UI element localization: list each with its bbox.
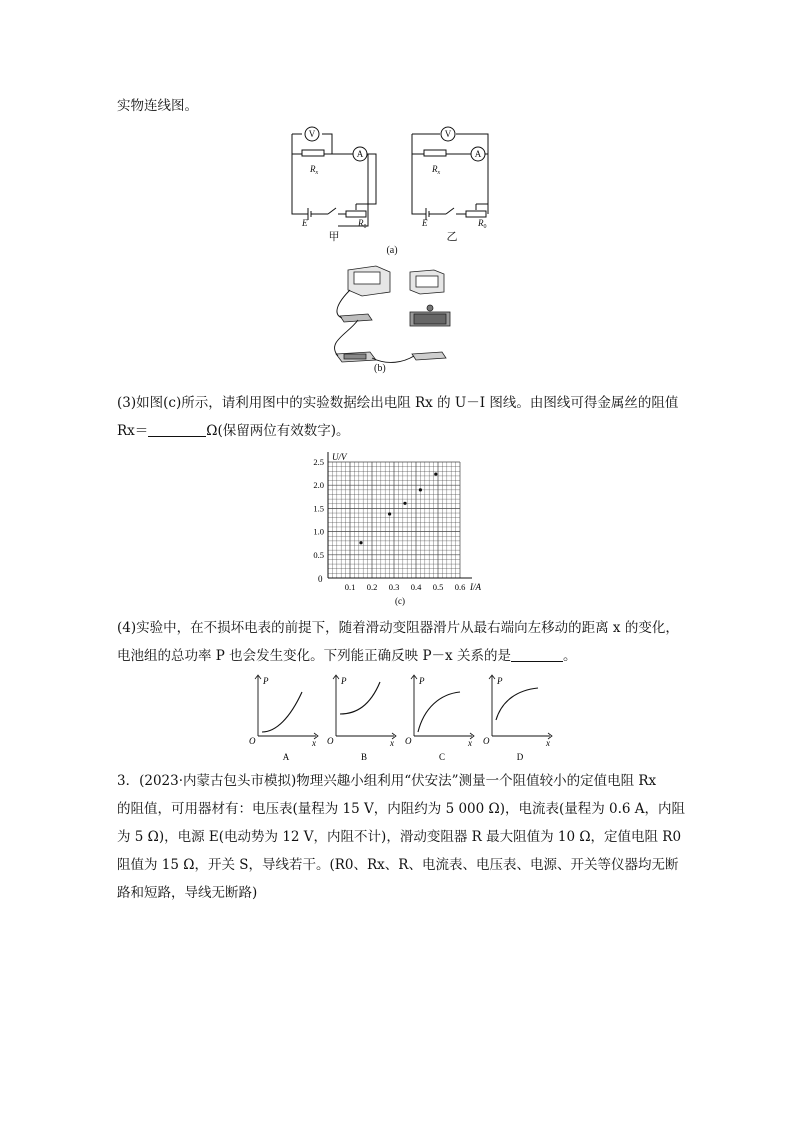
svg-text:Rx: $R_x$: [310, 164, 319, 176]
figure-b-apparatus: [318, 262, 458, 374]
x-label: x: [468, 738, 472, 748]
r0-label-right: R: [478, 218, 484, 228]
option-graph-D: [483, 675, 552, 762]
option-graph-B: [327, 675, 396, 762]
voltmeter-symbol-left: V: [308, 129, 316, 139]
option-graphs: [246, 672, 556, 764]
option-label: C: [438, 752, 446, 762]
ammeter-symbol-left: A: [356, 149, 364, 159]
origin-label: O: [483, 736, 490, 746]
svg-text:Rx: $R_x$: [432, 164, 441, 176]
data-point: [403, 502, 406, 505]
r0-label-left: R: [358, 218, 364, 228]
p-label: P: [497, 676, 503, 686]
x-tick-label: 0.4: [410, 582, 422, 592]
rx-label-left: R: [310, 164, 316, 174]
curve: [496, 688, 538, 720]
data-point: [434, 472, 437, 475]
y-tick-label: 1.0: [313, 526, 324, 537]
origin-label: O: [405, 736, 412, 746]
chart-axes: [318, 452, 481, 592]
x-label: x: [546, 738, 550, 748]
x-tick-label: 0.3: [388, 582, 400, 592]
y-tick-label: 2.5: [313, 457, 324, 467]
figure-b-caption: (b): [374, 363, 386, 374]
answer-blank-px[interactable]: [511, 647, 563, 662]
q3-line1: (3)如图(c)所示，请利用图中的实验数据绘出电阻 Rx 的 U－I 图线。由图线可得金属丝的阻值: [117, 395, 679, 411]
x-label: x: [312, 738, 316, 748]
curve: [262, 692, 302, 732]
ammeter-symbol-right: A: [474, 149, 482, 159]
x-label: x: [390, 738, 394, 748]
origin-label: 0: [318, 574, 323, 584]
data-point: [388, 512, 391, 515]
p3-line3: 为 5 Ω)，电源 E(电动势为 12 V，内阻不计)，滑动变阻器 R 最大阻值为 10 Ω，定值电阻 R0: [117, 829, 682, 845]
q4-suffix: 。: [562, 648, 577, 664]
intro-text: 实物连线图。: [117, 98, 198, 114]
q3-suffix: Ω(保留两位有效数字)。: [206, 423, 350, 439]
circuit-label-yi: 乙: [446, 231, 458, 243]
svg-text:R0: $R_0$: [478, 218, 487, 230]
chart-ui-graph: [300, 450, 500, 610]
p3-line5: 路和短路，导线无断路): [117, 885, 258, 901]
y-tick-label: 1.5: [313, 503, 324, 514]
option-label: A: [282, 752, 290, 762]
y-tick-label: 2.0: [313, 480, 324, 491]
e-label-left: E: [302, 218, 308, 228]
q4-text: 电池组的总功率 P 也会发生变化。下列能正确反映 P－x 关系的是: [117, 648, 511, 664]
circuit-label-jia: 甲: [328, 231, 340, 243]
y-axis-label: U/V: [332, 452, 347, 462]
origin-label: O: [249, 736, 256, 746]
p3-line4: 阻值为 15 Ω，开关 S，导线若干。(R0、Rx、R、电流表、电压表、电源、开关等仪器均无断: [117, 857, 679, 873]
voltmeter-symbol-right: V: [444, 129, 452, 139]
svg-text:R0: $R_0$: [358, 218, 367, 230]
q3-line2: [117, 417, 687, 445]
option-graph-A: [249, 675, 318, 762]
p3-line2: 的阻值，可用器材有：电压表(量程为 15 V，内阻约为 5 000 Ω)，电流表(量程为 0.6 A，内阻: [117, 801, 686, 817]
figure-a-caption: (a): [386, 245, 398, 256]
x-tick-label: 0.6: [454, 582, 466, 592]
origin-label: O: [327, 736, 334, 746]
data-point: [419, 488, 422, 491]
answer-blank-rx[interactable]: [148, 422, 206, 437]
chart-caption: (c): [395, 596, 405, 606]
p-label: P: [341, 676, 347, 686]
rx-label-right: R: [432, 164, 438, 174]
curve: [418, 692, 460, 732]
option-graph-C: [405, 675, 474, 762]
q4-line1: (4)实验中，在不损坏电表的前提下，随着滑动变阻器滑片从最右端向左移动的距离 x 的变化，: [117, 620, 679, 636]
p3-line1: 3．(2023·内蒙古包头市模拟)物理兴趣小组利用“伏安法”测量一个阻值较小的定值电阻 Rx: [117, 773, 657, 789]
x-tick-label: 0.5: [432, 582, 444, 592]
data-point: [359, 541, 362, 544]
curve: [340, 682, 380, 714]
x-axis-label: I/A: [470, 582, 481, 592]
option-label: D: [516, 752, 524, 762]
e-label-right: E: [422, 218, 428, 228]
option-label: B: [360, 752, 368, 762]
q3-rx-label: Rx＝: [117, 423, 149, 439]
figure-a-circuits: [280, 122, 510, 258]
p-label: P: [263, 676, 269, 686]
x-tick-label: 0.1: [344, 582, 356, 592]
chart-grid: [328, 462, 460, 578]
x-tick-label: 0.2: [366, 582, 378, 592]
y-tick-label: 0.5: [313, 549, 324, 560]
q4-line2: [117, 642, 687, 670]
p-label: P: [419, 676, 425, 686]
